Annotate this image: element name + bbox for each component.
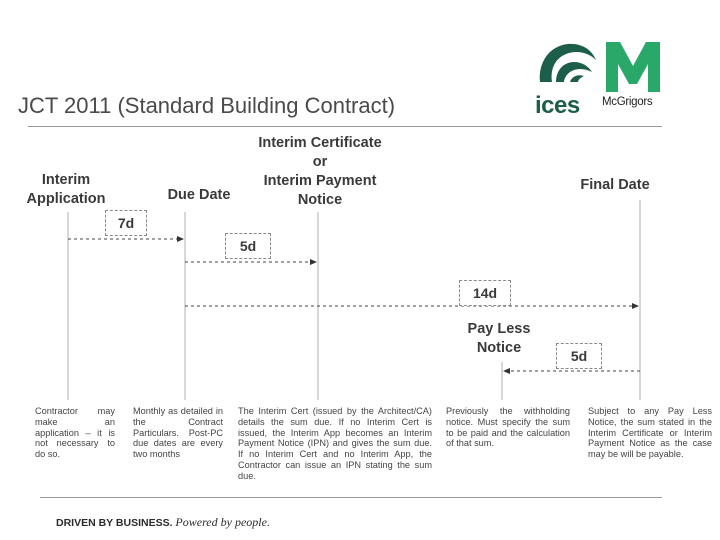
bottom-divider — [40, 497, 662, 498]
tagline-italic: Powered by people. — [175, 515, 270, 529]
note-subject: Subject to any Pay Less Notice, the sum stated in the Interim Certificate or Interim Payment Notice as the case may be will be payable. — [588, 406, 712, 460]
note-monthly: Monthly as detailed in the Contract Particulars. Post-PC due dates are every two months — [133, 406, 223, 460]
note-interim-cert: The Interim Cert (issued by the Architect/CA) details the sum due. If no Interim Cert is issued, the Interim App becomes an Interim Payment Notice (IPN) and gives the sum due. If no Interim Cert and no Interim App, the Contractor can issue an IPN stating the sum due. — [238, 406, 432, 481]
heading-interim-application: Interim Application — [26, 172, 106, 207]
note-withholding: Previously the withholding notice. Must specify the sum to be paid and the calculation of that sum. — [446, 406, 570, 449]
tagline-bold: DRIVEN BY BUSINESS. — [56, 517, 173, 529]
slide-title: JCT 2011 (Standard Building Contract) — [18, 93, 396, 118]
heading-interim-certificate: Interim Certificate or Interim Payment Notice — [258, 135, 382, 208]
heading-due-date: Due Date — [167, 187, 231, 203]
ices-logo-text: ices — [535, 92, 580, 119]
duration-5d-cert: 5d — [225, 233, 271, 259]
heading-pay-less-notice: Pay Less Notice — [467, 321, 531, 356]
duration-7d: 7d — [105, 210, 147, 236]
mcgrigors-logo-text: McGrigors — [602, 96, 653, 108]
duration-14d: 14d — [459, 280, 511, 306]
duration-5d-payless: 5d — [556, 343, 602, 369]
footer-tagline — [56, 515, 270, 530]
heading-final-date: Final Date — [580, 177, 650, 193]
note-contractor: Contractor may make an application – it is not necessary to do so. — [35, 406, 115, 460]
